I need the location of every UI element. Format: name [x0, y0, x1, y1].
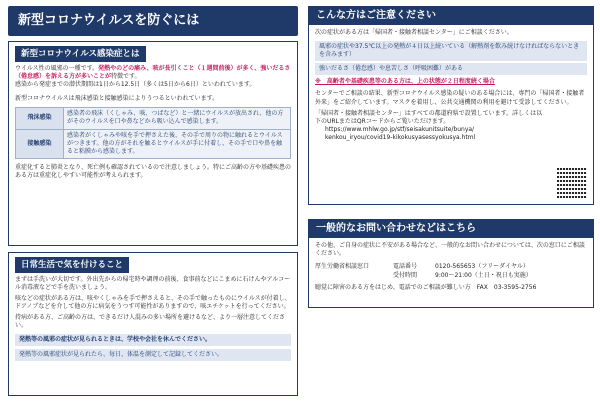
- left-column: [8, 6, 298, 396]
- general-heading: 一般的なお問い合わせなどはこちら: [308, 219, 594, 238]
- caution-intro: 次の症状がある方は「帰国者・接触者相談センター」にご相談ください。: [315, 29, 513, 36]
- hours-label: 受付時間: [393, 272, 418, 280]
- elderly-note: ※ 高齢者や基礎疾患等のある方は、上の状態が２日程度続く場合: [315, 78, 495, 86]
- table-row: [16, 129, 291, 158]
- incubation-text: 感染から発症までの潜伏期間は1日から12.5日（多くは5日から6日）といわれています。: [15, 81, 256, 89]
- daily-heading: 日常生活で気を付けること: [15, 257, 129, 273]
- center-text-2: 「帰国者・接触者相談センター」はすべての都道府県で設置しています。詳しくは以下のURLまたはQRコードからご覧いただけます。: [315, 109, 543, 125]
- route-text: 感染者の飛沫（くしゃみ、咳、つばなど）と一緒にウイルスが放出され、他の方がそのウイルスを口や鼻などから吸い込んで感染します。: [64, 108, 291, 129]
- route-table: [15, 107, 291, 158]
- route-intro: 新型コロナウイルスは飛沫感染と接触感染によりうつるといわれています。: [15, 95, 219, 103]
- caution-heading: こんな方はご注意ください: [308, 6, 594, 25]
- daily-item: 持病がある方、ご高齢の方は、できるだけ人混みの多い場所を避けるなど、より一層注意してください。: [15, 314, 286, 330]
- list-item: 風邪の症状や37.5℃以上の発熱が４日以上続いている（解熱剤を飲み続けなければならないときを含みます）: [315, 41, 587, 61]
- infection-section: [8, 41, 298, 246]
- right-column: [308, 6, 594, 308]
- daily-item: 咳などの症状がある方は、咳やくしゃみを手で押さえると、その手で触ったものにウイルスが付着し、ドアノブなどを介して他の方に病気をうつす可能性がありますので、咳エチケットを行ってください。: [15, 295, 291, 311]
- infection-heading: 新型コロナウイルス感染症とは: [15, 46, 146, 62]
- intro-post: 特徴です。: [111, 73, 141, 81]
- intro-paragraph: [15, 65, 291, 81]
- daily-item: まずは手洗いが大切です。外出先からの帰宅時や調理の前後、食事前などにこまめに石けんやアルコール消毒液などで手を洗いましょう。: [15, 276, 291, 292]
- fever-warning: 発熱等の風邪の症状が見られるときは、学校や会社を休んでください。: [15, 334, 291, 346]
- route-text: 感染者がくしゃみや咳を手で押さえた後、その手で周りの物に触れるとウイルスがつきます。他の方がそれを触るとウイルスが手に付着し、その手で口や鼻を触ると粘膜から感染します。: [64, 129, 291, 158]
- table-row: [16, 108, 291, 129]
- intro-highlight: 発熱やのどの痛み、咳が長引くこと（１週間前後）が多く、強いだるさ（倦怠感）を訴える方が多いことが: [15, 65, 291, 81]
- hours-row: [315, 272, 587, 280]
- phone-value[interactable]: 0120-565653（フリーダイヤル）: [435, 263, 529, 271]
- center-url-2[interactable]: kenkou_iryou/covid19-kikokusyasessyokusya.html: [325, 133, 476, 141]
- fax-note: 聴覚に障害のある方をはじめ、電話でのご相談が難しい方 FAX 03-3595-2756: [315, 284, 537, 292]
- center-text: センターでご相談の結果、新型コロナウイルス感染の疑いのある場合には、専門の「帰国者・接触者外来」をご紹介しています。マスクを着用し、公共交通機関の利用を避けて受診してください。: [315, 90, 585, 106]
- center-url-1[interactable]: https://www.mhlw.go.jp/stf/seisakunitsuite/bunya/: [325, 125, 475, 133]
- list-item: 強いだるさ（倦怠感）や息苦しさ（呼吸困難）がある: [315, 63, 587, 75]
- daily-section: [8, 252, 298, 396]
- ministry-label: 厚生労働省相談窓口: [315, 263, 370, 271]
- hours-value: 9:00～21:00（土日・祝日も実施）: [435, 272, 532, 280]
- general-section: [308, 238, 594, 308]
- caution-section: [308, 25, 594, 205]
- route-label: 飛沫感染: [16, 108, 64, 129]
- main-title: 新型コロナウイルスを防ぐには: [8, 6, 298, 36]
- route-label: 接触感染: [16, 129, 64, 158]
- severity-text: 重症化すると肺炎となり、死亡例も確認されているので注意しましょう。特にご高齢の方や基礎疾患のある方は重症化しやすい可能性が考えられます。: [15, 163, 292, 179]
- general-intro: その他、ご自身の症状に不安がある場合など、一般的なお問い合わせについては、次の窓口にご相談ください。: [315, 242, 585, 258]
- fever-note: 発熱等の風邪症状が見られたら、毎日、体温を測定して記録してください。: [15, 349, 291, 361]
- intro-pre: ウイルス性の風邪の一種です。: [15, 65, 99, 72]
- qr-code[interactable]: [557, 168, 587, 198]
- phone-label: 電話番号: [393, 263, 418, 271]
- symptom-list: [315, 41, 587, 75]
- phone-row: [315, 263, 587, 271]
